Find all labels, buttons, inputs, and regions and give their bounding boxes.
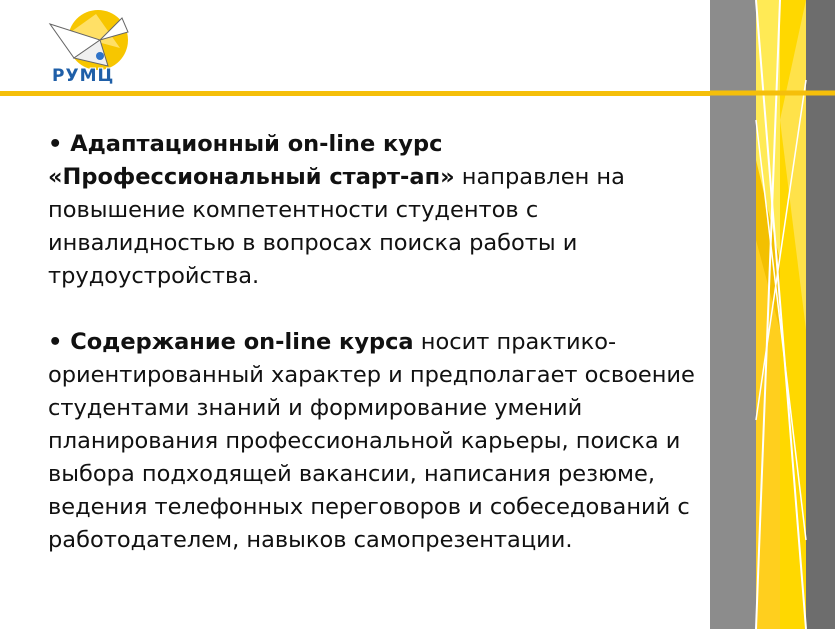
paragraph-2-text: носит практико-ориентированный характер и предполагает освоение студентами знаний и формирование умений планирования профессиональной карьеры, поиска и выбора подходящей вакансии, написания резюме, ведения телефонных переговоров и собеседований с работодателем, навыков самопрезентации. [48,329,695,553]
paragraph-1 [48,128,698,293]
logo-text: РУМЦ [52,66,115,86]
right-decoration [710,0,835,629]
header-divider [0,91,710,96]
logo [38,10,138,90]
decorative-stripes [710,0,835,629]
paragraph-2-bold: • Содержание on-line курса [48,329,414,355]
paragraph-1-bold: • Адаптационный on-line курс «Профессиональный старт-ап» [48,131,455,190]
paragraph-1-text: направлен на повышение компетентности студентов с инвалидностью в вопросах поиска работы и трудоустройства. [48,164,625,289]
text-body [48,128,698,590]
paragraph-2 [48,326,698,557]
